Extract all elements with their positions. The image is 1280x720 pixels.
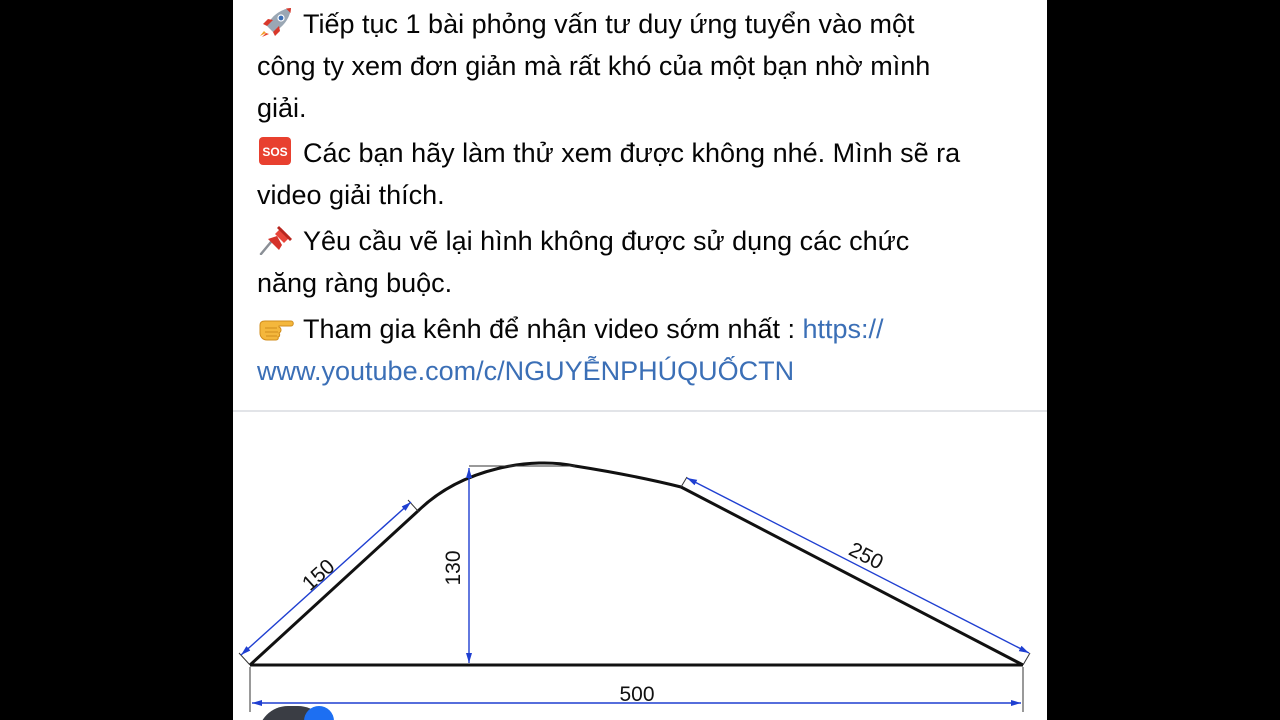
post-paragraph-1 (257, 3, 1047, 129)
profile-right-slope (681, 487, 1023, 665)
youtube-link-part-1[interactable]: https:// (802, 314, 884, 344)
post-text-area (233, 0, 1047, 410)
sos-icon (257, 135, 295, 167)
cad-drawing (233, 412, 1047, 720)
profile-arc (418, 463, 681, 511)
pointing-hand-icon (257, 311, 295, 343)
paragraph-2-line-2: video giải thích. (257, 180, 445, 210)
post-paragraph-4 (257, 308, 1047, 392)
dimension-label-150: 150 (297, 554, 340, 596)
dimension-line-250 (687, 478, 1029, 653)
dimension-label-250: 250 (845, 538, 887, 575)
profile-left-slope (250, 511, 418, 665)
paragraph-3-line-1: Yêu cầu vẽ lại hình không được sử dụng các chức (303, 226, 910, 256)
rocket-icon (257, 6, 295, 38)
paragraph-1-line-3: giải. (257, 93, 307, 123)
paragraph-3-line-2: năng ràng buộc. (257, 268, 453, 298)
dimension-label-130: 130 (442, 550, 465, 586)
facebook-post (233, 0, 1047, 720)
post-paragraph-3 (257, 220, 1047, 304)
paragraph-2-line-1: Các bạn hãy làm thử xem được không nhé. Mình sẽ ra (303, 138, 961, 168)
paragraph-1-line-1: Tiếp tục 1 bài phỏng vấn tư duy ứng tuyển vào một (303, 9, 915, 39)
sos-icon-text: SOS (262, 145, 288, 159)
pushpin-icon (257, 223, 295, 255)
post-image-drawing[interactable] (233, 412, 1047, 720)
post-paragraph-2 (257, 132, 1047, 216)
paragraph-1-line-2: công ty xem đơn giản mà rất khó của một bạn nhờ mình (257, 51, 931, 81)
dimension-label-500: 500 (619, 683, 655, 706)
paragraph-4-text: Tham gia kênh để nhận video sớm nhất : (303, 314, 803, 344)
youtube-link-part-2[interactable]: www.youtube.com/c/NGUYỄNPHÚQUỐCTN (257, 356, 795, 386)
